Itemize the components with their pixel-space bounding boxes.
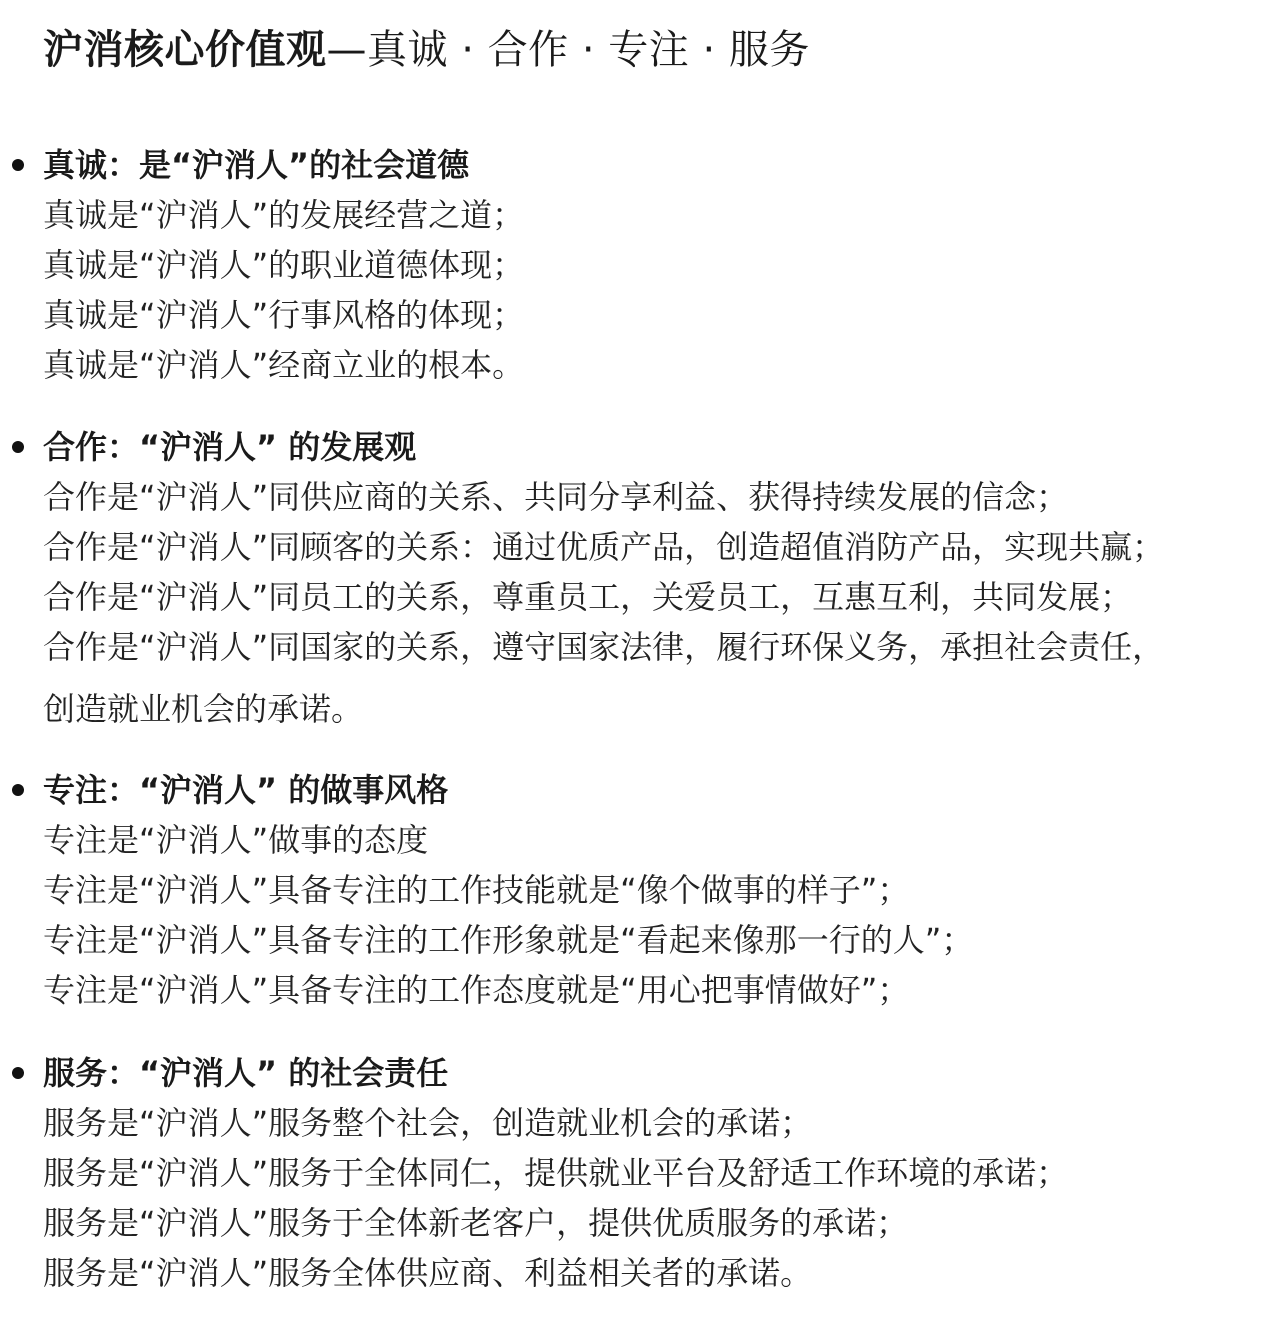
- bullet-icon: [12, 159, 24, 171]
- bullet-icon: [12, 1067, 24, 1079]
- section-heading: 真诚：是“沪消人”的社会道德: [43, 146, 470, 184]
- page-title-subtitle: —真诚 · 合作 · 专注 · 服务: [326, 27, 810, 73]
- section-heading: 服务：“沪消人” 的社会责任: [43, 1054, 449, 1092]
- section-line: 服务是“沪消人”服务全体供应商、利益相关者的承诺。: [43, 1254, 813, 1292]
- section-line: 真诚是“沪消人”经商立业的根本。: [43, 346, 525, 384]
- section-line: 合作是“沪消人”同供应商的关系、共同分享利益、获得持续发展的信念；: [43, 478, 1069, 516]
- section-heading: 专注：“沪消人” 的做事风格: [43, 771, 449, 809]
- section-line: 服务是“沪消人”服务整个社会，创造就业机会的承诺；: [43, 1104, 813, 1142]
- section-line: 专注是“沪消人”具备专注的工作形象就是“看起来像那一行的人”；: [43, 921, 974, 959]
- bullet-icon: [12, 441, 24, 453]
- page-title-main: 沪消核心价值观: [43, 27, 327, 73]
- section-line: 合作是“沪消人”同顾客的关系：通过优质产品，创造超值消防产品，实现共赢；: [43, 528, 1165, 566]
- page-title: [43, 22, 810, 78]
- section-line: 专注是“沪消人”具备专注的工作态度就是“用心把事情做好”；: [43, 971, 910, 1009]
- section-line: 真诚是“沪消人”的职业道德体现；: [43, 246, 525, 284]
- section-line: 合作是“沪消人”同员工的关系，尊重员工，关爱员工，互惠互利，共同发展；: [43, 578, 1133, 616]
- bullet-icon: [12, 784, 24, 796]
- section-line: 服务是“沪消人”服务于全体新老客户，提供优质服务的承诺；: [43, 1204, 909, 1242]
- section-heading: 合作：“沪消人” 的发展观: [43, 428, 417, 466]
- section-line: 真诚是“沪消人”行事风格的体现；: [43, 296, 525, 334]
- section-line: 创造就业机会的承诺。: [43, 690, 364, 728]
- section-line: 真诚是“沪消人”的发展经营之道；: [43, 196, 525, 234]
- section-line: 专注是“沪消人”具备专注的工作技能就是“像个做事的样子”；: [43, 871, 910, 909]
- section-line: 服务是“沪消人”服务于全体同仁，提供就业平台及舒适工作环境的承诺；: [43, 1154, 1069, 1192]
- section-line: 合作是“沪消人”同国家的关系，遵守国家法律，履行环保义务，承担社会责任，: [43, 628, 1165, 666]
- section-line: 专注是“沪消人”做事的态度: [43, 821, 429, 859]
